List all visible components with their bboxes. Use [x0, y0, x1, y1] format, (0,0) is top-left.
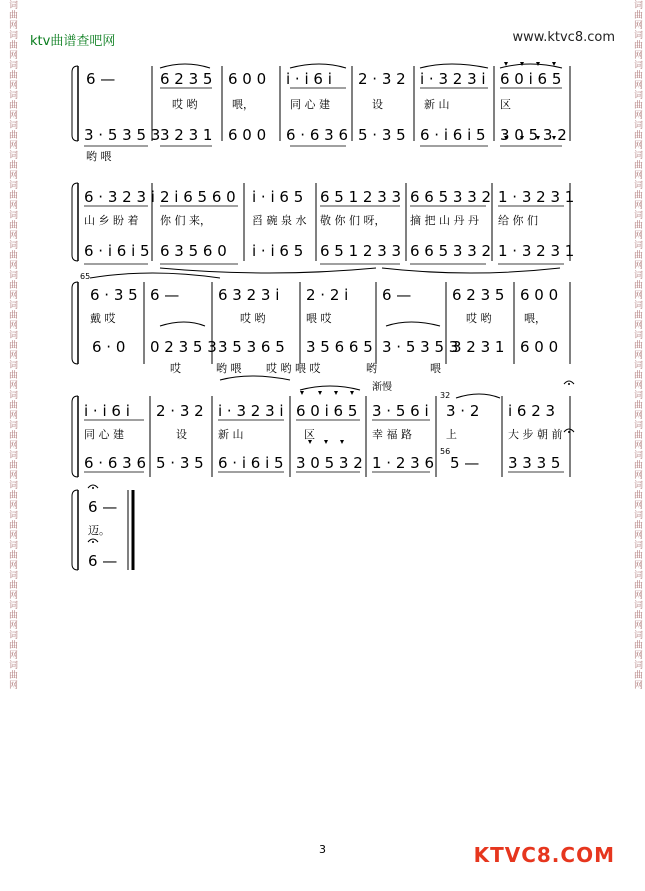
lyric: 喂， [524, 312, 546, 325]
lyric: 敬 你 们 呀， [320, 214, 386, 227]
note-group: 3 5 3 6 5 [218, 338, 285, 356]
note-group: 6 0 i 6 5 [500, 70, 562, 88]
site-url: www.ktvc8.com [512, 30, 615, 45]
lyric: 幸 福 路 [372, 428, 412, 441]
note-group: 1 · 2 3 6 [372, 454, 435, 472]
bar-number: 32 [440, 391, 451, 400]
note-group: i 6 2 3 [508, 402, 556, 420]
note-group: 2 · 3 2 [156, 402, 204, 420]
lyric: 哟 [366, 362, 377, 375]
note-group: 3 · 5 3 5 3 [382, 338, 459, 356]
note-group: 5 · 3 5 [156, 454, 204, 472]
lyric: 哟 喂 [216, 362, 242, 375]
note-group: 3 2 3 1 [160, 126, 213, 144]
system-1 [86, 70, 561, 88]
note-group: i · i 6 5 [252, 188, 304, 206]
lyric: 区 [304, 428, 315, 441]
note-group: i · 3 2 3 i [218, 402, 284, 420]
lyric: 戴 哎 [90, 312, 116, 325]
note-group: i · i 6 i [286, 70, 332, 88]
note-group: 6 — [150, 286, 180, 304]
tempo-mark: 渐慢 [372, 382, 392, 393]
note-group: i · i 6 5 [252, 242, 304, 260]
lyric: 喂 [430, 362, 441, 375]
note-group: 6 0 0 [228, 70, 267, 88]
note-group: 6 5 1 2 3 3 [320, 188, 402, 206]
lyric: 哟 喂 [86, 150, 112, 163]
note-group: 6 6 5 3 3 2 [410, 188, 492, 206]
note-group: 2 i 6 5 6 0 [160, 188, 236, 206]
lyric: 哎 哟 [240, 312, 266, 325]
note-group: i · 3 2 3 i [420, 70, 486, 88]
note-group: 6 — [382, 286, 412, 304]
lyric: 你 们 来， [160, 214, 211, 227]
bar-number: 65 [80, 272, 91, 281]
note-group: 1 · 3 2 3 1 [498, 188, 575, 206]
note-group: 6 2 3 5 [452, 286, 505, 304]
lyric: 哎 哟 [466, 312, 492, 325]
note-group: 6 — [88, 552, 118, 570]
note-group: 6 3 2 3 i [218, 286, 280, 304]
note-group: 6 — [88, 498, 118, 516]
note-group: 6 · 6 3 6 [84, 454, 147, 472]
note-group: 1 · 3 2 3 1 [498, 242, 575, 260]
note-group: 6 6 5 3 3 2 [410, 242, 492, 260]
lyric: 设 [372, 98, 383, 111]
note-group: 3 0 5 3 2 [296, 454, 363, 472]
system-5 [88, 498, 117, 570]
system-4 [84, 402, 555, 420]
note-group: 6 5 1 2 3 3 [320, 242, 402, 260]
note-group: 3 · 5 6 i [372, 402, 429, 420]
lyric: 同 心 建 [290, 98, 330, 111]
note-group: 6 · 3 2 3 i [84, 188, 155, 206]
note-group: 6 · 6 3 6 [286, 126, 349, 144]
lyric: 哎 [170, 362, 181, 375]
side-stamp-left: 词曲网词曲网词曲网词曲网词曲网词曲网词曲网词曲网词曲网词曲网词曲网词曲网词曲网词曲网词曲网词曲网词曲网词曲网词曲网词曲网词曲网词曲网词曲网 [7, 0, 17, 690]
note-group: 6 — [86, 70, 116, 88]
note-group: 2 · 3 2 [358, 70, 406, 88]
note-group: 5 · 3 5 [358, 126, 406, 144]
note-group: 6 · i 6 i 5 [420, 126, 486, 144]
note-group: 6 0 i 6 5 [296, 402, 358, 420]
lyric: 迈。 [88, 524, 110, 537]
note-group: 2 · 2 i [306, 286, 349, 304]
lyric: 上 [446, 428, 457, 441]
note-group: 6 0 0 [520, 338, 559, 356]
note-group: 0 2 3 5 3 [150, 338, 217, 356]
note-group: 3 · 5 3 5 3 [84, 126, 161, 144]
system-2 [84, 188, 574, 206]
note-group: 5 — [450, 454, 480, 472]
lyric: 山 乡 盼 着 [84, 214, 139, 227]
note-group: 6 · 3 5 [90, 286, 138, 304]
note-group: 6 · i 6 i 5 [218, 454, 284, 472]
lyric: 新 山 [218, 428, 244, 441]
side-stamp-right: 词曲网词曲网词曲网词曲网词曲网词曲网词曲网词曲网词曲网词曲网词曲网词曲网词曲网词曲网词曲网词曲网词曲网词曲网词曲网词曲网词曲网词曲网词曲网 [632, 0, 642, 690]
note-group: 6 3 5 6 0 [160, 242, 227, 260]
note-group: 6 · i 6 i 5 [84, 242, 150, 260]
note-group: 3 3 3 5 [508, 454, 561, 472]
lyric: 设 [176, 428, 187, 441]
note-group: 3 2 3 1 [452, 338, 505, 356]
bar-number: 56 [440, 447, 451, 456]
site-title: ktv曲谱查吧网 [30, 34, 116, 49]
note-group: 6 0 0 [228, 126, 267, 144]
note-group: 3 · 2 [446, 402, 480, 420]
system-bracket [72, 66, 78, 141]
lyric: 摘 把 山 丹 丹 [410, 214, 479, 227]
system-3 [90, 286, 558, 304]
lyric: 同 心 建 [84, 428, 124, 441]
lyric: 哎 哟 [172, 98, 198, 111]
note-group: 6 · 0 [92, 338, 126, 356]
note-group: 6 2 3 5 [160, 70, 213, 88]
note-group: 3 5 6 6 5 [306, 338, 373, 356]
lyric: 给 你 们 [498, 214, 538, 227]
note-group: 3 0 5 3 2 [500, 126, 567, 144]
note-group: 6 0 0 [520, 286, 559, 304]
note-group: i · i 6 i [84, 402, 130, 420]
lyric: 区 [500, 98, 511, 111]
lyric: 哎 哟 喂 哎 [266, 362, 321, 375]
lyric: 喂 哎 [306, 312, 332, 325]
lyric: 喂， [232, 98, 254, 111]
lyric: 舀 碗 泉 水 [252, 214, 307, 227]
site-logo: KTVC8.COM [473, 843, 615, 867]
page-number: 3 [319, 843, 326, 856]
lyric: 大 步 朝 前 [508, 428, 563, 441]
lyric: 新 山 [424, 98, 450, 111]
